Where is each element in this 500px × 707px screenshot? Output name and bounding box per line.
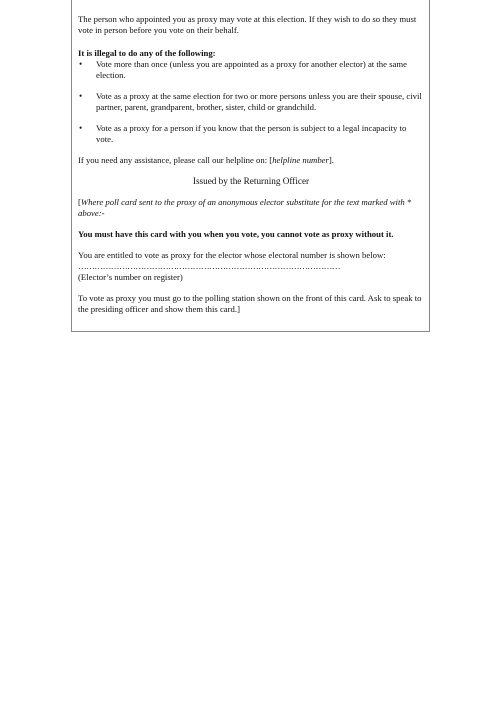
must-have-card: You must have this card with you when you vote, you cannot vote as proxy without it.: [78, 229, 394, 239]
bullet-icon: •: [79, 91, 83, 101]
list-item: [78, 123, 424, 145]
helpline-suffix: ].: [328, 155, 334, 165]
intro-paragraph: The person who appointed you as proxy may vote at this election. If they wish to do so they must vote in person before you vote on their behalf.: [78, 14, 417, 35]
poll-card-reverse: [71, 0, 430, 332]
issued-by: Issued by the Returning Officer: [192, 176, 310, 186]
helpline-prefix: If you need any assistance, please call our helpline on: [: [78, 155, 273, 165]
bullet-icon: •: [79, 59, 83, 69]
illegal-heading: It is illegal to do any of the following:: [78, 48, 216, 58]
list-item-text: Vote more than once (unless you are appointed as a proxy for another elector) at the same election.: [96, 59, 408, 80]
list-item: [78, 91, 424, 113]
helpline-placeholder: helpline number: [272, 155, 329, 165]
illegal-list: [78, 59, 424, 145]
helpline-paragraph: [78, 155, 424, 166]
anonymous-instruction: [78, 197, 424, 219]
list-item: [78, 59, 424, 81]
elector-number-label: (Elector’s number on register): [78, 272, 183, 282]
bracket-open: [: [78, 197, 81, 207]
polling-station-text: To vote as proxy you must go to the polling station shown on the front of this card. Ask to speak to the presiding officer and show them this card.]: [78, 293, 422, 314]
anonymous-instruction-text: Where poll card sent to the proxy of an anonymous elector substitute for the text marked with * above:-: [78, 197, 412, 218]
list-item-text: Vote as a proxy at the same election for two or more persons unless you are their spouse, civil partner, parent, grandparent, brother, sister, child or grandchild.: [96, 91, 422, 112]
dotted-line: ……………………………………………………………………………………: [78, 261, 340, 271]
bullet-icon: •: [79, 123, 83, 133]
list-item-text: Vote as a proxy for a person if you know that the person is subject to a legal incapacity to vote.: [96, 123, 407, 144]
entitled-text: You are entitled to vote as proxy for the elector whose electoral number is shown below:: [78, 250, 386, 260]
